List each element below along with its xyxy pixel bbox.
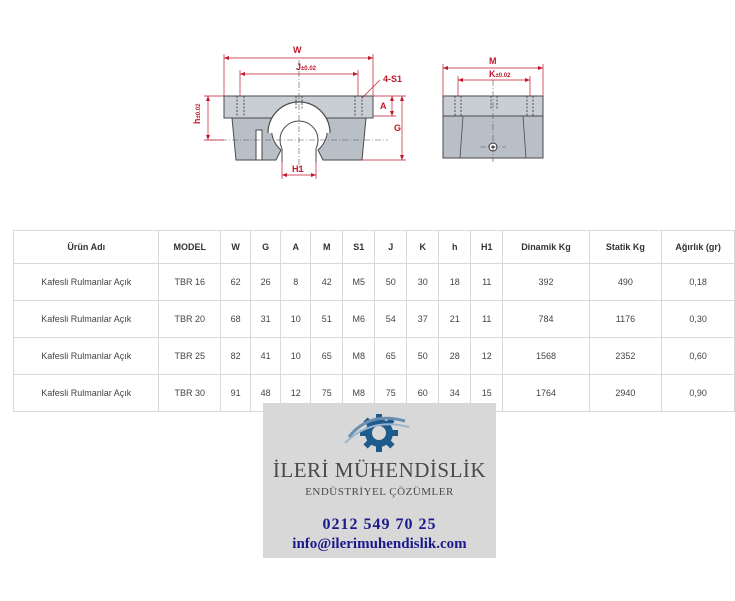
cell-urun-adi: Kafesli Rulmanlar Açık [14, 301, 159, 338]
cell-a: 10 [281, 301, 311, 338]
dim-j-label: J±0.02 [296, 62, 316, 72]
dim-g-label: G [394, 123, 402, 133]
cell-w: 91 [221, 375, 251, 412]
cell-statik: 2940 [589, 375, 662, 412]
cell-dinamik: 392 [503, 264, 589, 301]
header-urun-adi: Ürün Adı [14, 231, 159, 264]
cell-h1: 15 [471, 375, 503, 412]
header-agirlik: Ağırlık (gr) [662, 231, 735, 264]
cell-s1: M5 [343, 264, 375, 301]
cell-j: 54 [375, 301, 407, 338]
table-header-row [14, 231, 735, 264]
cell-k: 30 [407, 264, 439, 301]
header-m: M [311, 231, 343, 264]
dim-s1-label: 4-S1 [383, 74, 403, 84]
cell-h1: 11 [471, 264, 503, 301]
cell-a: 10 [281, 338, 311, 375]
dim-k-label: K±0.02 [489, 69, 511, 79]
company-email: info@ilerimuhendislik.com [292, 536, 467, 552]
cell-w: 68 [221, 301, 251, 338]
cell-k: 60 [407, 375, 439, 412]
header-dinamik: Dinamik Kg [503, 231, 589, 264]
cell-statik: 1176 [589, 301, 662, 338]
cell-m: 65 [311, 338, 343, 375]
table-row [14, 264, 735, 301]
header-statik: Statik Kg [589, 231, 662, 264]
cell-model: TBR 30 [159, 375, 221, 412]
cell-s1: M8 [343, 375, 375, 412]
cell-agirlik: 0,60 [662, 338, 735, 375]
cell-dinamik: 1568 [503, 338, 589, 375]
cell-j: 75 [375, 375, 407, 412]
header-a: A [281, 231, 311, 264]
header-s1: S1 [343, 231, 375, 264]
spec-table [13, 230, 735, 412]
table-row [14, 301, 735, 338]
cell-dinamik: 1764 [503, 375, 589, 412]
cell-g: 31 [251, 301, 281, 338]
company-name: İLERİ MÜHENDİSLİK [272, 458, 487, 482]
cell-m: 75 [311, 375, 343, 412]
header-g: G [251, 231, 281, 264]
cell-m: 42 [311, 264, 343, 301]
cell-g: 26 [251, 264, 281, 301]
dim-h-label: h±0.02 [192, 103, 202, 124]
cell-agirlik: 0,90 [662, 375, 735, 412]
dim-w-label: W [293, 45, 302, 55]
header-k: K [407, 231, 439, 264]
company-subtitle: ENDÜSTRİYEL ÇÖZÜMLER [305, 486, 454, 498]
header-h1: H1 [471, 231, 503, 264]
table-row [14, 338, 735, 375]
cell-a: 8 [281, 264, 311, 301]
cell-s1: M6 [343, 301, 375, 338]
cell-m: 51 [311, 301, 343, 338]
company-phone: 0212 549 70 25 [322, 516, 437, 533]
dim-h1-label: H1 [292, 164, 304, 174]
cell-h: 28 [439, 338, 471, 375]
cell-h: 34 [439, 375, 471, 412]
cell-statik: 490 [589, 264, 662, 301]
cell-h: 21 [439, 301, 471, 338]
dim-a-label: A [380, 101, 387, 111]
cell-agirlik: 0,18 [662, 264, 735, 301]
cell-model: TBR 16 [159, 264, 221, 301]
header-w: W [221, 231, 251, 264]
header-j: J [375, 231, 407, 264]
cell-j: 50 [375, 264, 407, 301]
cell-model: TBR 20 [159, 301, 221, 338]
cell-urun-adi: Kafesli Rulmanlar Açık [14, 338, 159, 375]
cell-statik: 2352 [589, 338, 662, 375]
cell-urun-adi: Kafesli Rulmanlar Açık [14, 375, 159, 412]
cell-k: 37 [407, 301, 439, 338]
cell-k: 50 [407, 338, 439, 375]
technical-drawings [0, 0, 735, 200]
cell-dinamik: 784 [503, 301, 589, 338]
header-h: h [439, 231, 471, 264]
cell-h1: 12 [471, 338, 503, 375]
cell-a: 12 [281, 375, 311, 412]
cell-h: 18 [439, 264, 471, 301]
dim-m-label: M [489, 56, 497, 66]
header-model: MODEL [159, 231, 221, 264]
cell-agirlik: 0,30 [662, 301, 735, 338]
cell-w: 82 [221, 338, 251, 375]
front-view-drawing [0, 0, 735, 200]
cell-h1: 11 [471, 301, 503, 338]
cell-model: TBR 25 [159, 338, 221, 375]
cell-g: 41 [251, 338, 281, 375]
cell-g: 48 [251, 375, 281, 412]
company-banner [263, 403, 496, 558]
cell-urun-adi: Kafesli Rulmanlar Açık [14, 264, 159, 301]
cell-j: 65 [375, 338, 407, 375]
cell-w: 62 [221, 264, 251, 301]
gear-logo-icon [263, 403, 496, 463]
cell-s1: M8 [343, 338, 375, 375]
